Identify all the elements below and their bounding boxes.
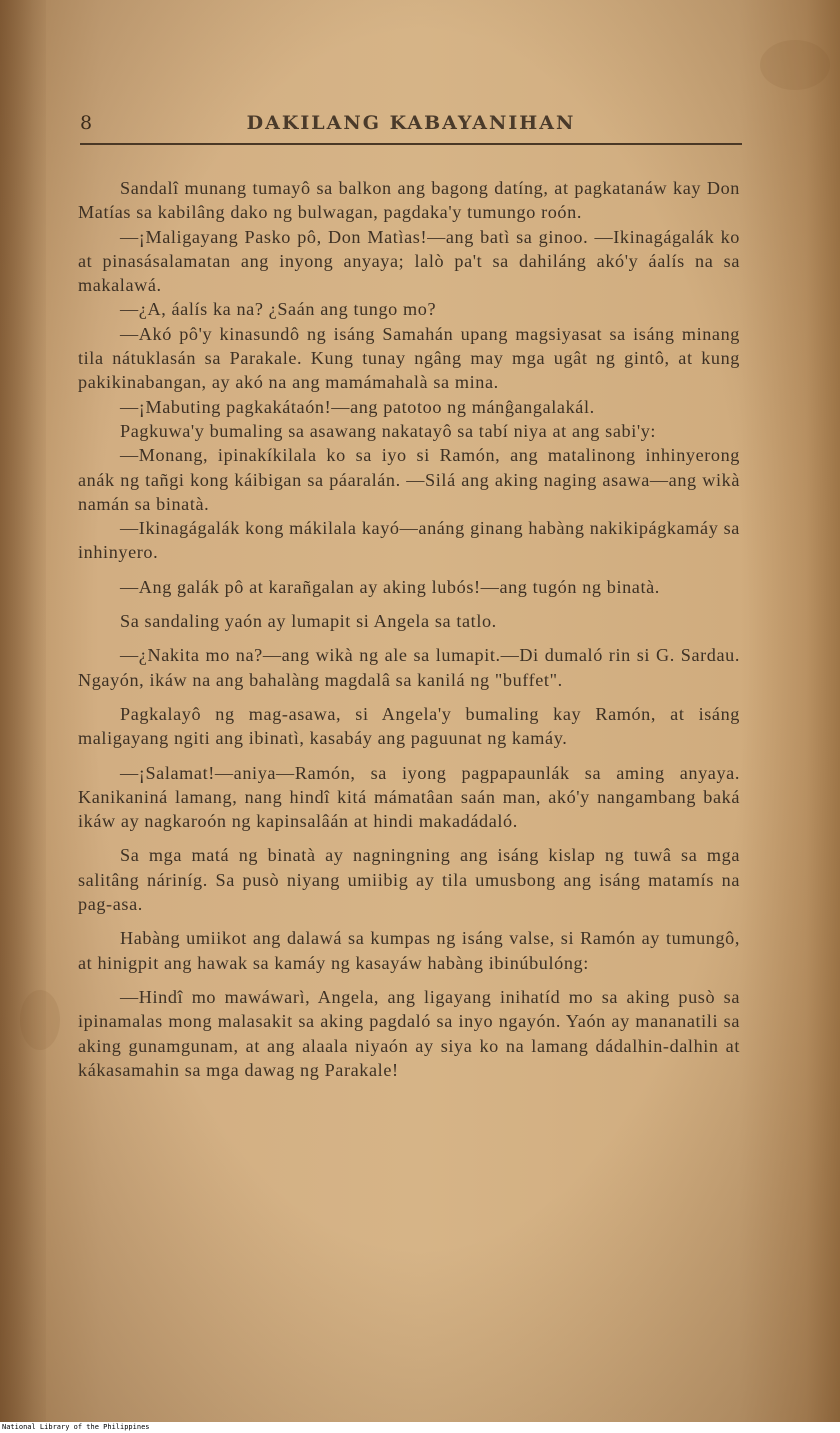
paragraph: —¡Salamat!—aniya—Ramón, sa iyong pagpapaunlák sa aming anyaya. Kanikaniná lamang, nang hindî kitá mámatâan saán man, akó'y nangambang baká ikáw ay nagkaroón ng kapinsalâán at hindi makadádaló.	[78, 762, 740, 832]
page-number: 8	[80, 112, 93, 134]
header-rule	[80, 143, 742, 145]
paper-stain	[20, 990, 60, 1050]
paragraph: Pagkalayô ng mag-asawa, si Angela'y bumaling kay Ramón, at isáng maligayang ngiti ang ibinatì, kasabáy ang paguunat ng kamáy.	[78, 703, 740, 749]
paragraph: —¡Mabuting pagkakátaón!—ang patotoo ng mánĝangalakál.	[120, 396, 595, 417]
library-credit: National Library of the Philippines	[0, 1422, 840, 1433]
page-header	[80, 108, 742, 140]
body-text	[78, 176, 740, 1082]
paragraph: Sa sandaling yaón ay lumapit si Angela sa tatlo.	[120, 611, 497, 632]
paragraph: —¿A, áalís ka na? ¿Saán ang tungo mo?	[120, 299, 437, 320]
paragraph: —¡Maligayang Pasko pô, Don Matìas!—ang batì sa ginoo. —Ikinagágalák ko at pinasásalamatan ang inyong anyaya; lalò pa't sa dahiláng akó'y áalís na sa makalawá.	[78, 226, 740, 296]
page-binding-shadow	[0, 0, 46, 1422]
paragraph: —Ikinagágalák kong mákilala kayó—anáng ginang habàng nakikipágkamáy sa inhinyero.	[78, 518, 740, 563]
paragraph: —Ang galák pô at karañgalan ay aking lubós!—ang tugón ng binatà.	[120, 576, 660, 597]
paragraph: Pagkuwa'y bumaling sa asawang nakatayô sa tabí niya at ang sabi'y:	[120, 420, 657, 441]
paragraph: —¿Nakita mo na?—ang wikà ng ale sa lumapit.—Di dumaló rin si G. Sardau. Ngayón, ikáw na ang bahalàng magdalâ sa kanilá ng "buffet".	[78, 645, 740, 690]
paragraph: —Hindî mo mawáwarì, Angela, ang ligayang inihatíd mo sa aking pusò sa ipinamalas mong malasakit sa aking pagdaló sa inyo ngayón. Yaón ay mananatili sa aking gunamgunam, at ang alaala niyaón ay siya ko na lamang dádalhin-dalhin at kákasamahin sa mga dawag ng Parakale!	[78, 986, 740, 1080]
paragraph: Habàng umiikot ang dalawá sa kumpas ng isáng valse, si Ramón ay tumungô, at hinigpit ang hawak sa kamáy ng kasayáw habàng ibinúbulóng:	[78, 928, 740, 973]
paragraph: —Akó pô'y kinasundô ng isáng Samahán upang magsiyasat sa isáng minang tila nátuklasán sa Parakale. Kung tunay ngâng may mga ugât ng gintô, at kung pakikinabangan, ay akó na ang mamámahalà sa mina.	[78, 323, 740, 393]
paragraph: —Monang, ipinakíkilala ko sa iyo si Ramón, ang matalinong inhinyerong anák ng tañgi kong káibigan sa páaralán. —Silá ang aking naging asawa—ang wikà namán sa binatà.	[78, 445, 740, 514]
paragraph: Sa mga matá ng binatà ay nagningning ang isáng kislap ng tuwâ sa mga salitâng náriníg. Sa pusò niyang umiibig ay tila umusbong ang isáng matamís na pag-asa.	[78, 845, 740, 915]
paragraph: Sandalî munang tumayô sa balkon ang bagong datíng, at pagkatanáw kay Don Matías sa kabilâng dako ng bulwagan, pagdaka'y tumungo roón.	[78, 178, 740, 223]
paper-stain	[760, 40, 830, 90]
running-head: DAKILANG KABAYANIHAN	[246, 112, 576, 134]
